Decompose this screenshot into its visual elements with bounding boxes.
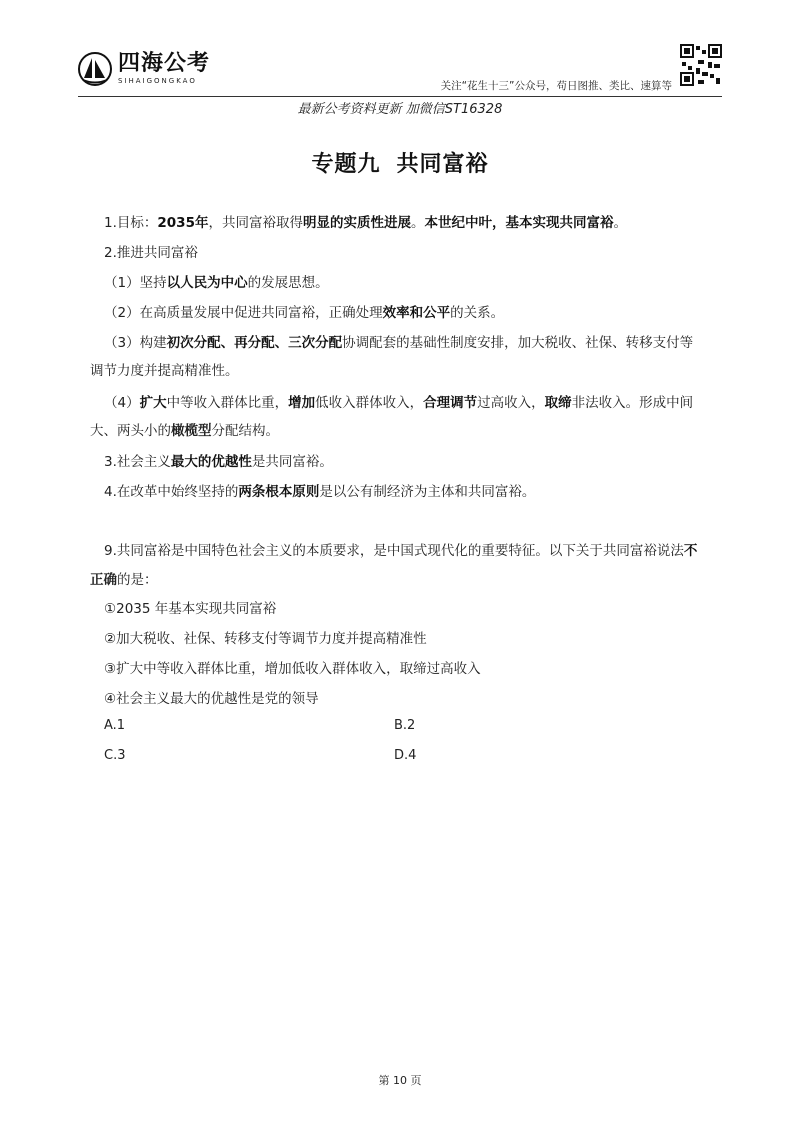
point-2-2: （2）在高质量发展中促进共同富裕，正确处理效率和公平的关系。 xyxy=(104,305,505,321)
header-subhead: 最新公考资料更新 加微信ST16328 xyxy=(297,102,503,117)
point-2-3: （3）构建初次分配、再分配、三次分配协调配套的基础性制度安排，加大税收、社保、转移支付等 xyxy=(104,335,694,351)
page-title xyxy=(0,147,800,178)
sail-logo-icon xyxy=(78,52,112,86)
point-2-4: （4）扩大中等收入群体比重，增加低收入群体收入，合理调节过高收入，取缔非法收入。形成中间 xyxy=(104,395,694,411)
page-number: 第 10 页 xyxy=(378,1074,422,1087)
title-sub: 共同富裕 xyxy=(396,152,489,177)
choice-b: B.2 xyxy=(394,718,416,733)
brand-name: 四海公考 xyxy=(118,51,211,76)
point-2-1: （1）坚持以人民为中心的发展思想。 xyxy=(104,275,329,291)
choice-c: C.3 xyxy=(104,748,126,763)
question-item-1: ①2035 年基本实现共同富裕 xyxy=(104,601,277,617)
point-2: 2.推进共同富裕 xyxy=(104,245,198,261)
question-item-2: ②加大税收、社保、转移支付等调节力度并提高精准性 xyxy=(104,631,427,647)
choice-a: A.1 xyxy=(104,718,126,733)
question-stem-cont: 正确的是： xyxy=(90,572,158,588)
point-4: 4.在改革中始终坚持的两条根本原则是以公有制经济为主体和共同富裕。 xyxy=(104,484,536,500)
question-stem: 9.共同富裕是中国特色社会主义的本质要求，是中国式现代化的重要特征。以下关于共同富裕说法不 xyxy=(104,543,698,559)
point-3: 3.社会主义最大的优越性是共同富裕。 xyxy=(104,454,333,470)
brand-logo xyxy=(78,52,210,86)
header-tagline: 关注“花生十三”公众号，苟日图推、类比、速算等 xyxy=(440,80,672,92)
question-item-3: ③扩大中等收入群体比重，增加低收入群体收入，取缔过高收入 xyxy=(104,661,481,677)
brand-name-en: SIHAIGONGKAO xyxy=(118,77,197,85)
header-divider xyxy=(78,96,722,97)
choice-d: D.4 xyxy=(394,748,417,763)
title-main: 专题九 xyxy=(311,152,381,177)
question-item-4: ④社会主义最大的优越性是党的领导 xyxy=(104,691,319,707)
point-2-3-cont: 调节力度并提高精准性。 xyxy=(90,363,239,379)
qr-code-icon xyxy=(680,44,722,86)
point-2-4-cont: 大、两头小的橄榄型分配结构。 xyxy=(90,423,279,439)
point-1: 1.目标：2035年，共同富裕取得明显的实质性进展。本世纪中叶，基本实现共同富裕。 xyxy=(104,215,627,231)
